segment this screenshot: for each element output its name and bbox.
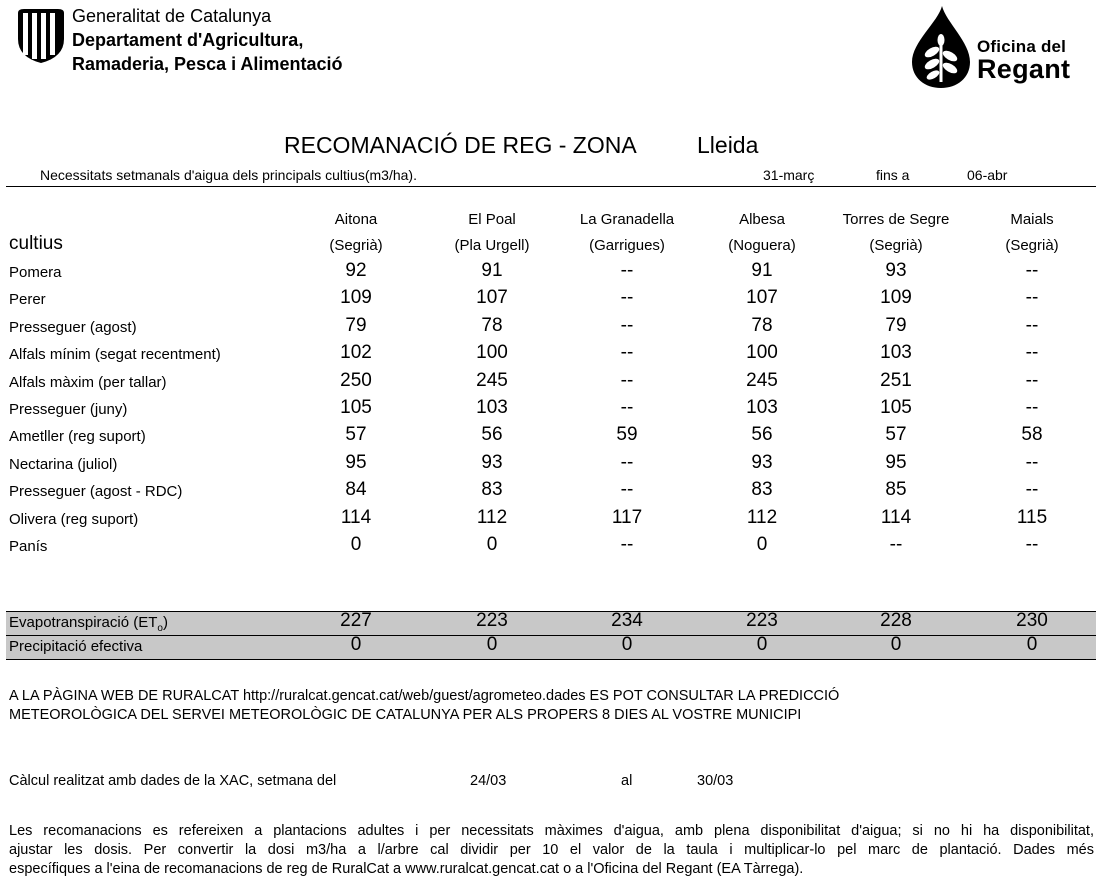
regant-wordmark-big: Regant	[977, 54, 1071, 84]
footer-line-3: específiques a l'eina de recomanacions de reg de RuralCat a www.ruralcat.gencat.cat o a l'Oficina del Regant (EA Tàrrega).	[9, 861, 804, 877]
column-header-region: (Segrià)	[1005, 237, 1059, 254]
column-header-region: (Garrigues)	[589, 237, 665, 254]
crop-label: Panís	[9, 538, 48, 555]
table-cell: 107	[746, 287, 778, 309]
crop-label: Nectarina (juliol)	[9, 455, 118, 473]
table-cell: 95	[345, 451, 367, 473]
table-cell: 56	[481, 424, 503, 446]
summary-cell: 227	[340, 610, 372, 631]
crop-label: Presseguer (agost)	[9, 318, 137, 336]
crop-label: Olivera (reg suport)	[9, 510, 139, 528]
calc-to: 30/03	[697, 773, 734, 789]
footer-line-2: ajustar les dosis. Per convertir la dosi m3/ha a l/arbre cal dividir per 10 el valor de la taula i multiplicar-lo pel marc de plantació. Dades més	[9, 842, 1094, 858]
table-cell: 84	[345, 479, 367, 501]
table-cell: 93	[481, 451, 503, 473]
date-from: 31-març	[763, 167, 815, 183]
table-cell: 91	[481, 260, 503, 281]
table-cell: --	[620, 397, 634, 418]
crop-label: Perer	[9, 291, 46, 309]
table-cell: 109	[340, 287, 372, 309]
summary-cell: 228	[880, 610, 912, 631]
column-header-name: Albesa	[739, 211, 785, 228]
table-cell: --	[620, 314, 634, 336]
table-cell: 112	[746, 506, 778, 528]
footer-line-1: Les recomanacions es refereixen a plantacions adultes i per necessitats màximes d'aigua, amb plena disponibilitat d'aigua; si no hi ha disponibilitat,	[9, 823, 1094, 839]
table-cell: 0	[486, 534, 498, 555]
regant-wordmark	[977, 38, 1070, 82]
summary-label	[9, 638, 142, 655]
table-cell: 103	[880, 342, 912, 364]
table-cell: 95	[885, 451, 907, 473]
table-cell: 0	[756, 534, 768, 555]
subtitle: Necessitats setmanals d'aigua dels principals cultius(m3/ha).	[40, 167, 417, 183]
summary-cell: 223	[746, 610, 778, 631]
column-header-region: (Segrià)	[329, 237, 383, 254]
table-cell: 58	[1021, 424, 1043, 446]
zone-name: Lleida	[697, 132, 759, 158]
table-cell: 93	[751, 451, 773, 473]
summary-label	[9, 614, 168, 634]
table-cell: --	[889, 534, 903, 555]
table-cell: 109	[880, 287, 912, 309]
web-notice-line-2: METEOROLÒGICA DEL SERVEI METEOROLÒGIC DE CATALUNYA PER ALS PROPERS 8 DIES AL VOSTRE MUNICIPI	[9, 707, 802, 723]
water-drop-logo-icon	[908, 4, 974, 90]
summary-cell: 223	[476, 610, 508, 631]
table-cell: 102	[340, 342, 372, 364]
web-notice-line-1: A LA PÀGINA WEB DE RURALCAT http://ruralcat.gencat.cat/web/guest/agrometeo.dades ES POT CONSULTAR LA PREDICCIÓ	[9, 688, 840, 704]
column-header-name: El Poal	[468, 211, 516, 228]
summary-cell: 0	[621, 634, 633, 655]
summary-cell: 0	[486, 634, 498, 655]
web-notice	[9, 687, 839, 725]
calc-label: Càlcul realitzat amb dades de la XAC, setmana del	[9, 773, 337, 789]
gov-line-1: Generalitat de Catalunya	[72, 6, 272, 26]
column-header-name: Aitona	[334, 211, 378, 228]
table-cell: 79	[885, 314, 907, 336]
cultius-header: cultius	[9, 233, 63, 254]
table-cell: 100	[746, 342, 778, 364]
table-cell: 85	[885, 479, 907, 501]
generalitat-logo-icon	[14, 9, 68, 63]
column-header-name: La Granadella	[579, 211, 675, 228]
summary-cell: 0	[756, 634, 768, 655]
divider	[6, 186, 1096, 187]
table-cell: --	[620, 369, 634, 391]
table-cell: --	[620, 534, 634, 555]
table-cell: 93	[885, 260, 907, 281]
summary-label-text: Evapotranspiració (ET	[9, 614, 158, 631]
table-cell: 78	[751, 314, 773, 336]
table-cell: --	[1025, 451, 1039, 473]
table-cell: 115	[1016, 506, 1048, 528]
department-name	[72, 4, 342, 76]
table-cell: --	[620, 342, 634, 364]
table-cell: 83	[751, 479, 773, 501]
page-title: RECOMANACIÓ DE REG - ZONA	[284, 132, 637, 158]
table-cell: --	[620, 287, 634, 309]
table-cell: 117	[611, 506, 643, 528]
table-cell: 245	[476, 369, 508, 391]
column-header-region: (Pla Urgell)	[454, 237, 530, 254]
summary-cell: 0	[890, 634, 902, 655]
table-cell: 103	[476, 397, 508, 418]
regant-wordmark-small: Oficina del	[977, 37, 1067, 56]
calc-from: 24/03	[470, 773, 507, 789]
table-cell: 107	[476, 287, 508, 309]
table-cell: 100	[476, 342, 508, 364]
table-cell: 251	[880, 369, 912, 391]
gov-line-3: Ramaderia, Pesca i Alimentació	[72, 54, 343, 74]
table-cell: --	[1025, 342, 1039, 364]
summary-cell: 234	[611, 610, 643, 631]
table-cell: 103	[746, 397, 778, 418]
table-cell: --	[1025, 314, 1039, 336]
summary-cell: 0	[1026, 634, 1038, 655]
summary-label-subscript: o	[157, 623, 163, 634]
table-cell: 114	[340, 506, 372, 528]
table-cell: --	[1025, 479, 1039, 501]
table-cell: 105	[340, 397, 372, 418]
summary-divider	[6, 611, 1096, 612]
table-cell: 114	[880, 506, 912, 528]
table-cell: --	[620, 479, 634, 501]
table-cell: 79	[345, 314, 367, 336]
table-cell: 83	[481, 479, 503, 501]
calc-al: al	[621, 773, 633, 789]
table-cell: 57	[345, 424, 367, 446]
table-cell: 56	[751, 424, 773, 446]
crop-label: Pomera	[9, 264, 62, 281]
table-cell: 57	[885, 424, 907, 446]
table-cell: --	[1025, 534, 1039, 555]
summary-label-suffix: )	[162, 614, 168, 631]
footer-notes	[9, 822, 1094, 879]
date-to: 06-abr	[967, 167, 1008, 183]
column-header-region: (Noguera)	[728, 237, 796, 254]
summary-divider	[6, 659, 1096, 660]
summary-divider	[6, 635, 1096, 636]
table-cell: 91	[751, 260, 773, 281]
table-cell: 78	[481, 314, 503, 336]
summary-label-text: Precipitació efectiva	[9, 638, 143, 655]
summary-cell: 230	[1016, 610, 1048, 631]
table-cell: --	[1025, 287, 1039, 309]
table-cell: --	[1025, 369, 1039, 391]
fins-label: fins a	[876, 167, 910, 183]
table-cell: --	[620, 451, 634, 473]
table-cell: --	[1025, 397, 1039, 418]
table-cell: 250	[340, 369, 372, 391]
table-cell: --	[620, 260, 634, 281]
table-cell: 59	[616, 424, 638, 446]
table-cell: 105	[880, 397, 912, 418]
column-header-region: (Segrià)	[869, 237, 923, 254]
crop-label: Presseguer (agost - RDC)	[9, 483, 183, 501]
table-cell: 0	[350, 534, 362, 555]
crop-label: Alfals mínim (segat recentment)	[9, 346, 221, 364]
table-cell: --	[1025, 260, 1039, 281]
table-cell: 92	[345, 260, 367, 281]
crop-label: Presseguer (juny)	[9, 401, 128, 418]
table-cell: 245	[746, 369, 778, 391]
crop-label: Alfals màxim (per tallar)	[9, 373, 167, 391]
summary-cell: 0	[350, 634, 362, 655]
column-header-name: Torres de Segre	[842, 211, 950, 228]
column-header-name: Maials	[1010, 211, 1054, 228]
gov-line-2: Departament d'Agricultura,	[72, 30, 304, 50]
table-cell: 112	[476, 506, 508, 528]
crop-label: Ametller (reg suport)	[9, 428, 146, 446]
